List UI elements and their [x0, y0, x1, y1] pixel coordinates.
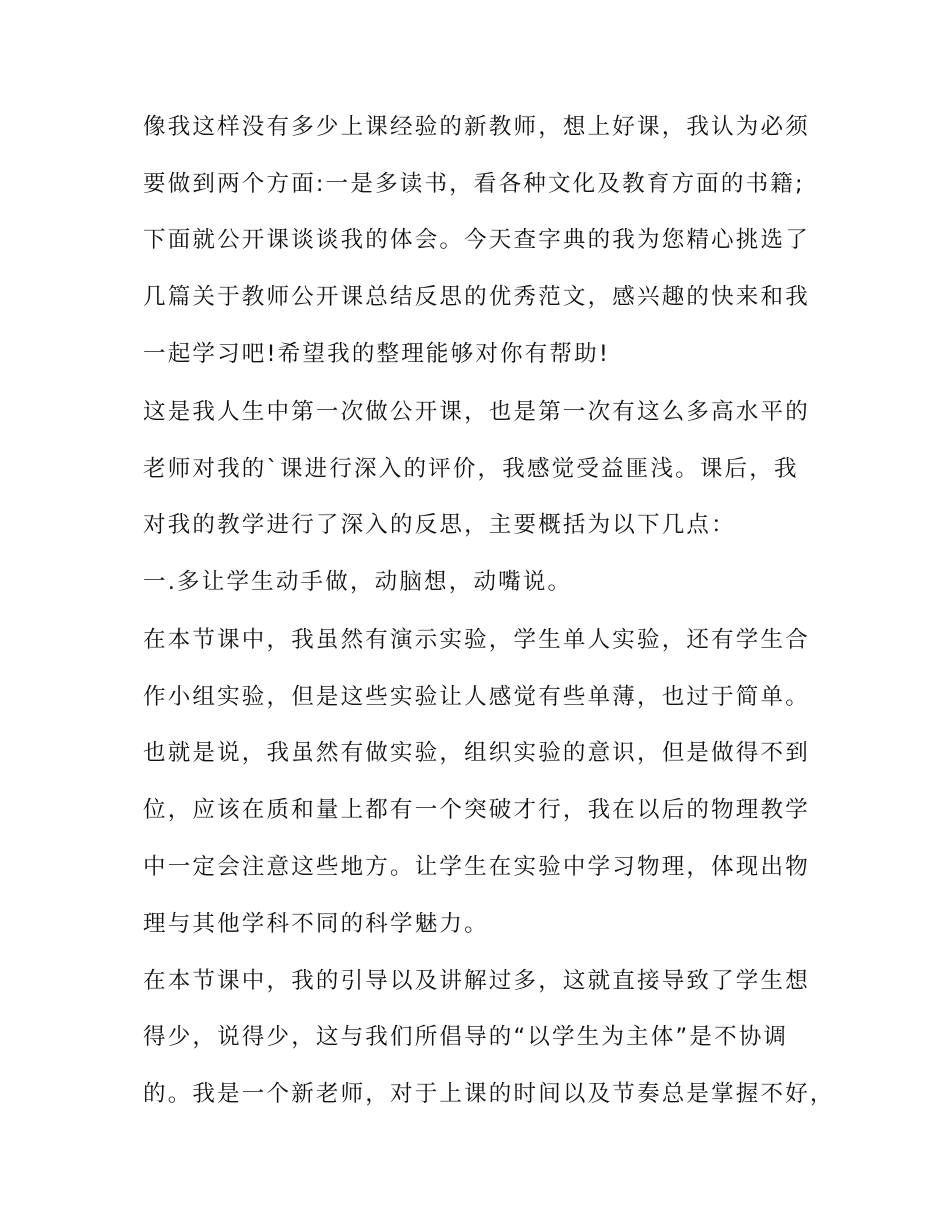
paragraph-line: 作小组实验，但是这些实验让人感觉有些单薄，也过于简单。	[143, 684, 810, 710]
paragraph-line: 老师对我的`课进行深入的评价，我感觉受益匪浅。课后，我	[143, 456, 799, 482]
paragraph-line: 理与其他学科不同的科学魅力。	[143, 911, 489, 937]
paragraph-line: 像我这样没有多少上课经验的新教师，想上好课，我认为必须	[143, 114, 810, 140]
paragraph-line: 下面就公开课谈谈我的体会。今天查字典的我为您精心挑选了	[143, 227, 810, 253]
paragraph-line: 几篇关于教师公开课总结反思的优秀范文，感兴趣的快来和我	[143, 284, 810, 310]
paragraph-line: 得少，说得少，这与我们所倡导的“以学生为主体”是不协调	[143, 1024, 789, 1050]
paragraph-line: 要做到两个方面:一是多读书，看各种文化及教育方面的书籍;	[143, 171, 805, 197]
paragraph-line: 位，应该在质和量上都有一个突破才行，我在以后的物理教学	[143, 797, 810, 823]
paragraph-line: 对我的教学进行了深入的反思，主要概括为以下几点：	[143, 512, 736, 538]
paragraph-line: 这是我人生中第一次做公开课，也是第一次有这么多高水平的	[143, 399, 810, 425]
paragraph-line: 的。我是一个新老师，对于上课的时间以及节奏总是掌握不好，	[143, 1081, 835, 1107]
paragraph-line: 也就是说，我虽然有做实验，组织实验的意识，但是做得不到	[143, 740, 810, 766]
paragraph-line: 中一定会注意这些地方。让学生在实验中学习物理，体现出物	[143, 854, 810, 880]
section-heading: 一.多让学生动手做，动脑想，动嘴说。	[143, 569, 573, 595]
paragraph-line: 在本节课中，我虽然有演示实验，学生单人实验，还有学生合	[143, 627, 810, 653]
paragraph-line: 一起学习吧!希望我的整理能够对你有帮助!	[143, 341, 611, 367]
paragraph-line: 在本节课中，我的引导以及讲解过多，这就直接导致了学生想	[143, 968, 810, 994]
